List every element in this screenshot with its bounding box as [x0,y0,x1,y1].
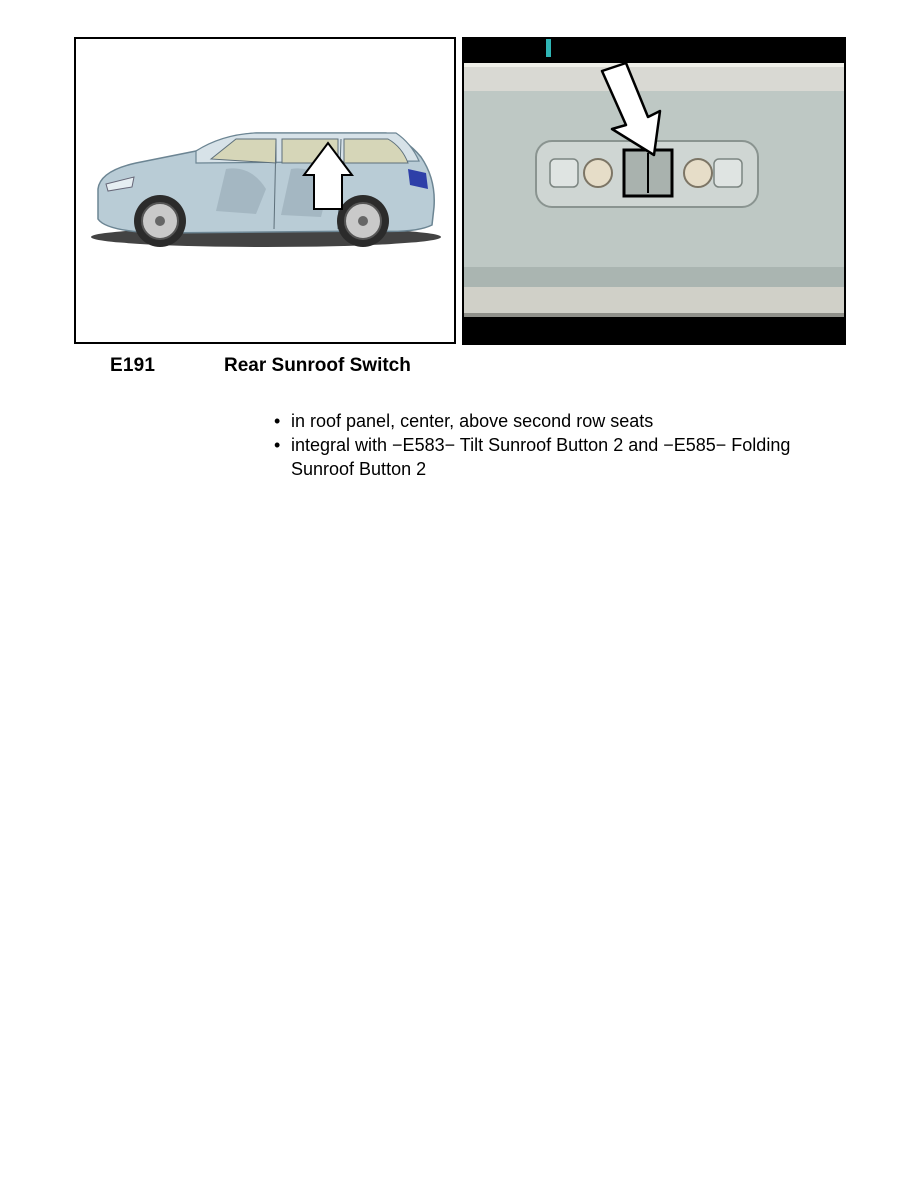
list-item [272,433,832,481]
note-text: in roof panel, center, above second row seats [291,411,654,431]
roof-console-figure [462,37,846,345]
car-side-view-illustration [76,39,454,342]
note-text: integral with −E583− Tilt Sunroof Button 2 and −E585− Folding Sunroof Button 2 [291,435,791,479]
bullet-icon: • [274,435,281,455]
component-title: Rear Sunroof Switch [224,355,411,376]
bullet-icon: • [274,411,281,431]
component-code: E191 [110,355,156,376]
location-notes-list [272,409,832,481]
roof-console-photo [462,37,846,345]
list-item [272,409,832,433]
vehicle-location-figure [74,37,456,344]
